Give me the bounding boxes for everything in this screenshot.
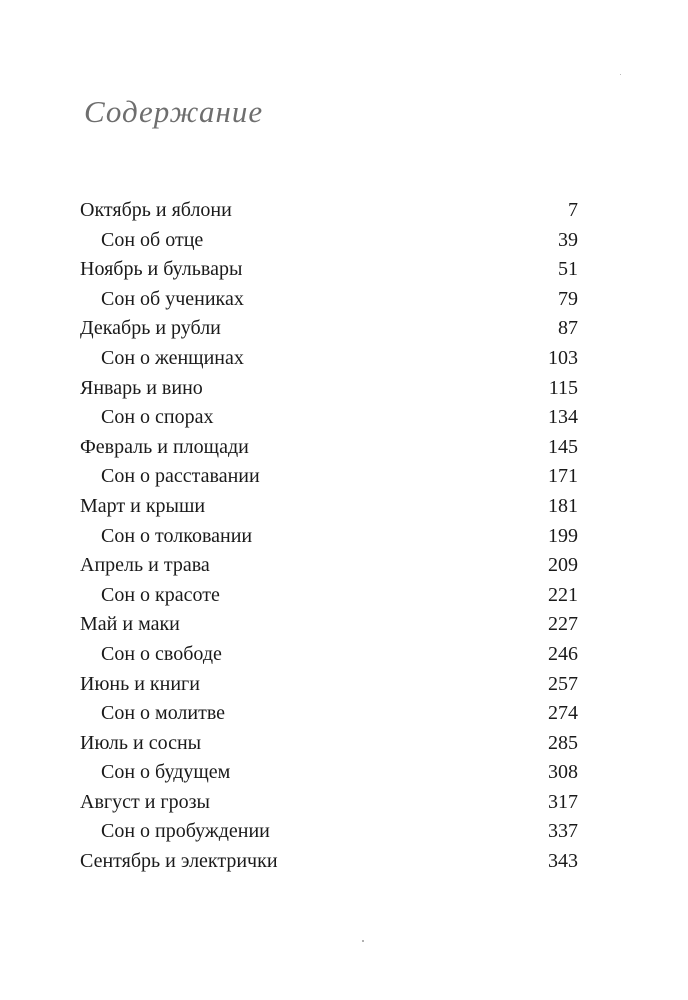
toc-entry-title: Август и грозы <box>80 790 210 813</box>
toc-entry-page-number: 274 <box>548 702 578 725</box>
toc-entry-page-number: 87 <box>558 317 578 340</box>
toc-subchapter-entry <box>80 581 578 611</box>
toc-entry-page-number: 285 <box>548 731 578 754</box>
toc-entry-page-number: 171 <box>548 465 578 488</box>
toc-entry-title: Сон о будущем <box>101 761 231 784</box>
toc-subchapter-entry <box>80 817 578 847</box>
page-title: Содержание <box>84 94 264 129</box>
toc-entry-title: Сон о молитве <box>101 702 226 725</box>
toc-entry-page-number: 257 <box>548 672 578 695</box>
toc-entry-page-number: 343 <box>548 850 578 873</box>
toc-entry-page-number: 221 <box>548 583 578 606</box>
toc-entry-title: Январь и вино <box>80 376 203 399</box>
toc-entry-page-number: 79 <box>558 287 578 310</box>
toc-entry-title: Сон о свободе <box>101 642 222 665</box>
toc-entry-title: Апрель и трава <box>80 554 210 577</box>
toc-entry-title: Сон об учениках <box>101 287 244 310</box>
toc-subchapter-entry <box>80 462 578 492</box>
toc-subchapter-entry <box>80 640 578 670</box>
toc-subchapter-entry <box>80 226 578 256</box>
toc-entry-title: Сон о пробуждении <box>101 820 270 843</box>
toc-chapter-entry <box>80 314 578 344</box>
toc-entry-title: Сон о толковании <box>101 524 253 547</box>
toc-entry-title: Июнь и книги <box>80 672 200 695</box>
toc-chapter-entry <box>80 788 578 818</box>
toc-entry-page-number: 209 <box>548 554 578 577</box>
toc-entry-page-number: 103 <box>548 346 578 369</box>
toc-entry-page-number: 7 <box>568 199 578 221</box>
toc-entry-page-number: 246 <box>548 642 578 665</box>
toc-entry-title: Сон о женщинах <box>101 346 244 369</box>
toc-chapter-entry <box>80 433 578 463</box>
toc-chapter-entry <box>80 847 578 877</box>
toc-entry-page-number: 145 <box>548 435 578 458</box>
toc-entry-page-number: 181 <box>548 494 578 517</box>
toc-entry-title: Сон о спорах <box>101 406 214 429</box>
toc-entry-title: Сон о красоте <box>101 583 220 606</box>
toc-subchapter-entry <box>80 285 578 315</box>
toc-entry-page-number: 134 <box>548 406 578 429</box>
paper-speck <box>362 940 364 942</box>
toc-entry-title: Июль и сосны <box>80 731 202 754</box>
toc-subchapter-entry <box>80 403 578 433</box>
toc-chapter-entry <box>80 729 578 759</box>
toc-entry-page-number: 337 <box>548 820 578 843</box>
toc-entry-title: Октябрь и яблони <box>80 199 232 221</box>
toc-subchapter-entry <box>80 699 578 729</box>
toc-chapter-entry <box>80 374 578 404</box>
toc-subchapter-entry <box>80 758 578 788</box>
toc-entry-page-number: 39 <box>558 228 578 251</box>
toc-subchapter-entry <box>80 522 578 552</box>
toc-chapter-entry <box>80 255 578 285</box>
table-of-contents <box>80 196 578 877</box>
toc-subchapter-entry <box>80 344 578 374</box>
toc-entry-title: Декабрь и рубли <box>80 317 221 340</box>
toc-entry-title: Ноябрь и бульвары <box>80 258 243 281</box>
toc-entry-title: Май и маки <box>80 613 180 636</box>
toc-entry-page-number: 308 <box>548 761 578 784</box>
toc-chapter-entry <box>80 670 578 700</box>
toc-entry-title: Март и крыши <box>80 494 206 517</box>
toc-entry-page-number: 115 <box>548 376 578 399</box>
toc-entry-title: Сон о расставании <box>101 465 260 488</box>
toc-chapter-entry <box>80 610 578 640</box>
toc-entry-title: Сон об отце <box>101 228 204 251</box>
toc-entry-page-number: 317 <box>548 790 578 813</box>
toc-chapter-entry <box>80 196 578 226</box>
toc-entry-title: Февраль и площади <box>80 435 249 458</box>
toc-chapter-entry <box>80 551 578 581</box>
toc-entry-page-number: 227 <box>548 613 578 636</box>
paper-speck <box>620 74 621 75</box>
toc-entry-page-number: 199 <box>548 524 578 547</box>
toc-entry-page-number: 51 <box>558 258 578 281</box>
toc-chapter-entry <box>80 492 578 522</box>
toc-entry-title: Сентябрь и электрички <box>80 850 278 873</box>
